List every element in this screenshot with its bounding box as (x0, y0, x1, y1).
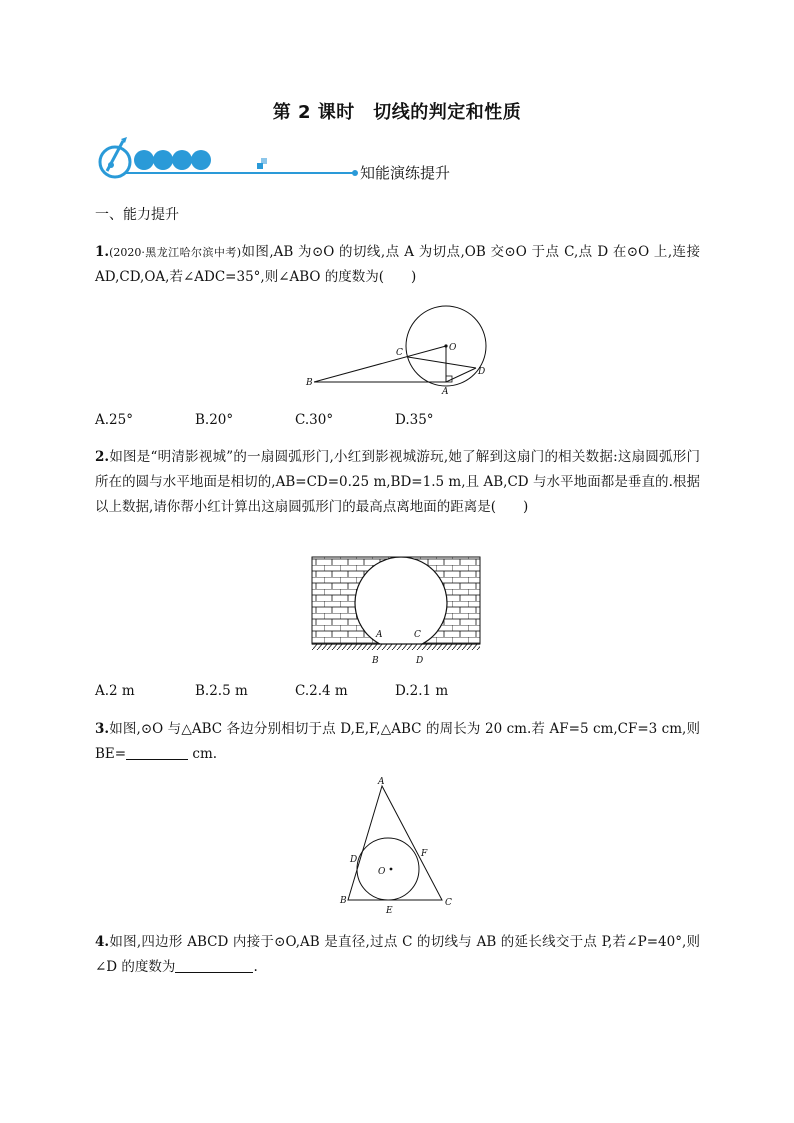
question-number: 2. (95, 449, 110, 465)
question-text-end: . (253, 959, 258, 975)
option-c[interactable]: C.2.4 m (295, 683, 348, 699)
question-text: 如图,AB 为⊙O 的切线,点 A 为切点,OB 交⊙O 于点 C,点 D 在⊙O 上,连接 AD,CD,OA,若∠ADC=35°,则∠ABO 的度数为( ) (95, 244, 700, 285)
label-b: B (340, 896, 347, 906)
question-number: 1. (95, 244, 110, 260)
answer-blank[interactable] (175, 957, 253, 973)
label-d: D (416, 656, 424, 666)
options-q1 (95, 412, 595, 428)
option-d[interactable]: D.2.1 m (395, 683, 449, 699)
banner-dot-icon (153, 150, 173, 170)
option-d[interactable]: D.35° (395, 412, 434, 428)
option-a[interactable]: A.2 m (95, 683, 135, 699)
question-text: 如图是“明清影视城”的一扇圆弧形门,小红到影视城游玩,她了解到这扇门的相关数据:这扇圆弧形门所在的圆与水平地面是相切的,AB=CD=0.25 m,BD=1.5 m,且 AB,CD 与水平地面都是垂直的.根据以上数据,请你帮小红计算出这扇圆弧形门的最高点离地面的距离是( ) (95, 449, 700, 515)
question-2 (95, 445, 700, 520)
label-c: C (445, 898, 452, 908)
page-title: 第 2 课时 切线的判定和性质 (272, 102, 522, 123)
label-b: B (306, 378, 313, 388)
options-q2 (95, 683, 595, 699)
question-3 (95, 717, 700, 767)
question-1 (95, 240, 700, 290)
banner-logo-icon (95, 135, 133, 181)
label-f: F (421, 849, 428, 859)
label-a: A (378, 777, 385, 787)
option-c[interactable]: C.30° (295, 412, 334, 428)
question-number: 4. (95, 934, 110, 950)
banner-line-dot-icon (352, 170, 358, 176)
figure-q1 (300, 302, 500, 400)
question-text: 如图,⊙O 与△ABC 各边分别相切于点 D,E,F,△ABC 的周长为 20 cm.若 AF=5 cm,CF=3 cm,则 BE= (95, 721, 700, 762)
option-a[interactable]: A.25° (95, 412, 133, 428)
label-c: C (396, 348, 403, 358)
label-d: D (478, 367, 486, 377)
answer-blank[interactable] (126, 744, 188, 760)
label-o: O (449, 343, 457, 353)
label-d: D (350, 855, 358, 865)
option-b[interactable]: B.2.5 m (195, 683, 248, 699)
figure-q2 (308, 553, 488, 671)
label-c: C (414, 630, 421, 640)
question-text: 如图,四边形 ABCD 内接于⊙O,AB 是直径,过点 C 的切线与 AB 的延长线交于点 P,若∠P=40°,则∠D 的度数为 (95, 934, 700, 975)
question-source: (2020·黑龙江哈尔滨中考) (109, 246, 242, 259)
banner-squares-icon (257, 158, 271, 170)
banner-dot-icon (172, 150, 192, 170)
option-b[interactable]: B.20° (195, 412, 234, 428)
banner-text: 知能演练提升 (360, 164, 451, 182)
label-o: O (378, 867, 386, 877)
question-4 (95, 930, 700, 980)
banner-dot-icon (191, 150, 211, 170)
label-b: B (372, 656, 379, 666)
question-text-end: cm. (188, 746, 218, 762)
figure-q3 (336, 776, 466, 916)
section-heading: 一、能力提升 (95, 207, 179, 223)
label-e: E (386, 906, 393, 916)
label-a: A (442, 387, 449, 397)
label-a: A (376, 630, 383, 640)
question-number: 3. (95, 721, 110, 737)
banner-line (124, 172, 356, 174)
banner-dot-icon (134, 150, 154, 170)
